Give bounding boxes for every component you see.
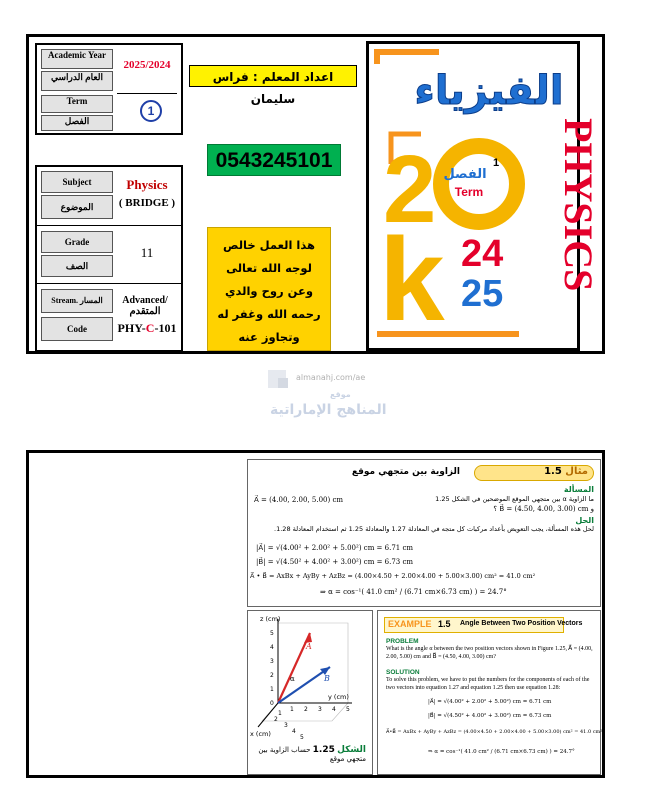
worksheet-frame — [26, 450, 605, 778]
z-axis-label: z (cm) — [260, 615, 281, 623]
stream-label: Stream. المسار — [41, 289, 113, 313]
year-term-table — [35, 43, 183, 135]
example-en-tag: EXAMPLE — [388, 619, 432, 629]
example-ar-vec-b: و B⃗ = (4.50, 4.00, 3.00) cm ؟ — [493, 505, 594, 513]
logo-term-ar: الفصل — [443, 167, 487, 182]
academic-year-label-en: Academic Year — [41, 49, 113, 69]
grade-value: 11 — [140, 245, 154, 260]
vector-a-label: A — [306, 642, 312, 651]
dedication-line: رحمه الله وغفر له — [217, 307, 321, 321]
example-ar-vec-a: A⃗ = (4.00, 2.00, 5.00) cm — [254, 496, 344, 504]
example-en-title: Angle Between Two Position Vectors — [460, 620, 583, 627]
watermark-name-small: موقع — [330, 390, 351, 399]
subject-value-physics: Physics — [126, 177, 168, 192]
logo-big-k: k — [379, 214, 445, 346]
dedication-line: وتجاوز عنه — [238, 330, 300, 344]
alpha-label: α — [290, 675, 295, 683]
vector-b-label: B — [324, 674, 330, 683]
y-axis-label: y (cm) — [328, 693, 349, 701]
x-tick: 4 — [292, 728, 296, 735]
example-en-problem-head: PROBLEM — [386, 638, 419, 645]
example-en-eq3: A⃗•B⃗ = AxBx + AyBy + AzBz = (4.00×4.50 + 2.00×4.00 + 5.00×3.00) cm² = 41.0 cm² — [386, 729, 603, 735]
vector-diagram — [248, 611, 372, 741]
example-english-panel — [377, 610, 601, 775]
logo-title-ar: الفيزياء — [414, 68, 564, 114]
dedication-line: لوجه الله تعالى — [226, 261, 312, 275]
example-ar-eq1: |A⃗| = √(4.00² + 2.00² + 5.00²) cm = 6.71 cm — [256, 544, 414, 552]
stream-value: Advanced/المتقدم — [122, 295, 168, 317]
subject-value-bridge: ( BRIDGE ) — [118, 197, 176, 209]
figure-panel — [247, 610, 373, 775]
example-ar-eq3: A⃗ • B⃗ = AxBx + AyBy + AzBz = (4.00×4.50 + 2.00×4.00 + 5.00×3.00) cm² = 41.0 cm² — [250, 572, 536, 580]
watermark-url: almanahj.com/ae — [296, 373, 366, 382]
x-axis — [258, 703, 278, 727]
subject-label-ar: الموضوع — [41, 195, 113, 219]
logo-physics-vertical: PHYSICS — [556, 118, 601, 292]
y-tick: 1 — [290, 706, 294, 713]
code-value: PHY-C-101 — [117, 321, 177, 335]
logo-year-24: 24 — [461, 233, 504, 275]
cover-frame — [26, 34, 605, 354]
academic-year-value: 2025/2024 — [123, 59, 171, 71]
term-label-en: Term — [41, 95, 113, 113]
x-tick: 3 — [284, 722, 288, 729]
example-ar-tag: مثال 1.5 — [544, 466, 588, 477]
example-ar-eq2: |B⃗| = √(4.50² + 4.00² + 3.00²) cm = 6.73 cm — [256, 558, 414, 566]
example-ar-solution-head: الحل — [575, 516, 594, 525]
example-en-eq1: |A⃗| = √(4.00² + 2.00² + 5.00²) cm = 6.71 cm — [428, 699, 552, 705]
example-ar-problem-head: المسألة — [563, 485, 594, 494]
example-ar-eq4: ⇒ α = cos⁻¹( 41.0 cm² / (6.71 cm×6.73 cm) ) = 24.7° — [320, 588, 507, 596]
grade-label-en: Grade — [41, 231, 113, 253]
example-ar-problem-text: ما الزاوية α بين متجهي الموقع الموضحين في الشكل 1.25 — [435, 495, 594, 503]
dedication-line: هذا العمل خالص — [223, 238, 315, 252]
subject-info-table — [35, 165, 183, 352]
term-label-ar: الفصل — [41, 115, 113, 131]
phone-number-banner: 0543245101 — [207, 144, 341, 176]
subject-label-en: Subject — [41, 171, 113, 193]
term-number-badge: 1 — [140, 100, 162, 122]
dedication-box — [207, 227, 331, 351]
y-tick: 5 — [346, 706, 350, 713]
example-en-eq4: ⇒ α = cos⁻¹( 41.0 cm² / (6.71 cm×6.73 cm) ) = 24.7° — [428, 749, 575, 755]
dedication-line: وعن روح والدي — [224, 284, 313, 298]
logo-term-en: Term — [454, 185, 484, 199]
x-tick: 2 — [274, 716, 278, 723]
y-tick: 2 — [304, 706, 308, 713]
z-tick: 3 — [270, 658, 274, 665]
logo-year-25: 25 — [461, 273, 504, 315]
z-tick: 0 — [270, 700, 274, 707]
code-label: Code — [41, 317, 113, 341]
z-tick: 2 — [270, 672, 274, 679]
grade-label-ar: الصف — [41, 255, 113, 277]
y-tick: 4 — [332, 706, 336, 713]
x-tick: 5 — [300, 734, 304, 741]
z-tick: 4 — [270, 644, 274, 651]
logo-term-num: 1 — [493, 157, 500, 169]
example-en-problem-text: What is the angle α between the two position vectors shown in Figure 1.25, A⃗ = (4.00, 2.00, 5.00) cm and B⃗ = (4.50, 4.00, 3.00) cm? — [386, 646, 593, 660]
watermark-name: المناهج الإماراتية — [270, 402, 387, 418]
example-ar-title: الزاوية بين متجهي موقع — [351, 467, 460, 477]
physics-logo — [366, 41, 601, 351]
example-en-number: 1.5 — [438, 619, 451, 629]
example-en-solution-text: To solve this problem, we have to put the numbers for the components of each of the two vectors into equation 1.27 and equation 1.25 then use equation 1.28: — [386, 677, 590, 691]
x-tick: 1 — [278, 710, 282, 717]
y-tick: 3 — [318, 706, 322, 713]
example-ar-solution-text: لحل هذه المسألة، يجب التعويض بأعداد مركبات كل متجه في المعادلة 1.27 والمعادلة 1.25 ثم استخدام المعادلة 1.28. — [274, 525, 594, 533]
example-arabic-panel — [247, 459, 601, 607]
logo-ring-icon — [441, 146, 517, 222]
logo-artwork — [369, 44, 601, 348]
academic-year-label-ar: العام الدراسي — [41, 71, 113, 91]
x-axis-label: x (cm) — [250, 730, 271, 738]
teacher-name-banner: اعداد المعلم : فراس سليمان — [189, 65, 357, 87]
z-tick: 5 — [270, 630, 274, 637]
example-en-eq2: |B⃗| = √(4.50² + 4.00² + 3.00²) cm = 6.73 cm — [428, 713, 552, 719]
figure-caption: الشكل 1.25 حساب الزاوية بين متجهي موقع — [258, 745, 366, 763]
logo-big-2: 2 — [383, 136, 437, 243]
example-en-solution-head: SOLUTION — [386, 669, 420, 676]
z-tick: 1 — [270, 686, 274, 693]
